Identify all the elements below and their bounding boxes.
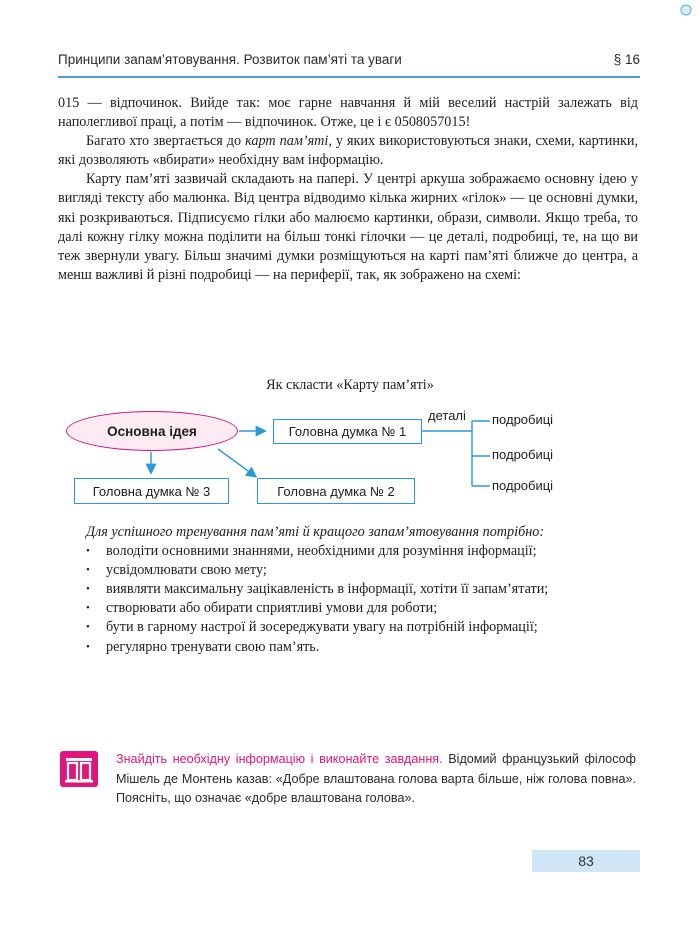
thought2-node: Головна думка № 2 [257, 478, 415, 504]
bullet-icon: • [86, 545, 90, 558]
main-idea-node: Основна ідея [66, 411, 238, 451]
subdetail-2: подробиці [492, 447, 554, 462]
header-rule [58, 76, 640, 78]
paragraph-1: 015 — відпочинок. Вийде так: моє гарне навчання й мій веселий настрій залежать від наполегливої праці, а потім — відпочинок. Отже, це і є 0508057015! [58, 95, 638, 131]
mind-map-diagram [58, 400, 648, 510]
details-label: деталі [428, 408, 466, 423]
bullet-icon: • [86, 621, 90, 634]
arrow-to-thought2 [218, 449, 255, 476]
body-text [58, 94, 638, 285]
paragraph-2-end: , у яких використовуються знаки, схеми, картинки, які дозволяють «вбирати» необхідну вам інформацію. [58, 133, 639, 169]
paragraph-3: Карту пам’яті зазвичай складають на папері. У центрі аркуша зображаємо основну ідею у вигляді тексту або малюнка. Від центра відводимо кілька жирних «гілок» — це основні думки, які розкриваються. Підписуємо гілки або малюємо картинки, образи, символи. Якщо треба, то далі кожну гілку можна поділити на більш тонкі гілочки — це деталі, подробиці, те, на що ви теж звернули увагу. Більш значимі думки розміщуються на карті пам’яті ближче до центра, а менш важливі й різні подробиці — на периферії, так, як зображено на схемі: [58, 171, 638, 283]
list-item-text: виявляти максимальну зацікавленість в інформації, хотіти її запам’ятати; [106, 581, 549, 598]
thought3-node: Головна думка № 3 [74, 478, 229, 504]
list-item [58, 542, 638, 561]
task-icon [60, 751, 98, 787]
bullet-icon: • [86, 640, 90, 653]
task-highlight: Знайдіть необхідну інформацію і виконайте завдання. [116, 752, 443, 766]
paragraph-2 [58, 132, 638, 170]
bullet-icon: • [86, 583, 90, 596]
paragraph-2-start: Багато хто звертається до [86, 133, 246, 150]
corner-logo-icon [680, 4, 692, 16]
list-item-text: усвідомлювати свою мету; [106, 562, 267, 579]
subdetail-1: подробиці [492, 412, 554, 427]
bullet-icon: • [86, 602, 90, 615]
thought1-node: Головна думка № 1 [273, 419, 422, 444]
tips-list [58, 542, 638, 657]
paragraph-2-term: карт пам’яті [245, 133, 329, 150]
list-item-text: створювати або обирати сприятливі умови для роботи; [106, 600, 438, 617]
task-text: Відомий французький філософ Мішель де Монтень казав: «Добре влаштована голова варта більше, ніж голова повна». Поясніть, що означає «добре влаштована голова». [116, 752, 636, 805]
list-item [58, 580, 638, 599]
list-item [58, 561, 638, 580]
list-item [58, 618, 638, 637]
page-number: 83 [532, 850, 640, 872]
header-section: § 16 [613, 52, 640, 67]
subdetail-3: подробиці [492, 478, 554, 493]
tips-intro: Для успішного тренування пам’яті й кращого запам’ятовування потрібно: [86, 524, 545, 540]
tips-section [58, 523, 638, 657]
list-item-text: регулярно тренувати свою пам’ять. [106, 638, 320, 655]
running-header [58, 52, 640, 74]
diagram-title: Як скласти «Карту пам’яті» [266, 377, 434, 393]
header-title: Принципи запам’ятовування. Розвиток пам’яті та уваги [58, 52, 402, 67]
list-item-text: володіти основними знаннями, необхідними для розуміння інформації; [106, 543, 537, 560]
list-item [58, 599, 638, 618]
list-item [58, 638, 638, 657]
bullet-icon: • [86, 564, 90, 577]
list-item-text: бути в гарному настрої й зосереджувати увагу на потрібній інформації; [106, 619, 538, 636]
task-block [116, 750, 636, 809]
task-glyph-icon [60, 751, 98, 787]
